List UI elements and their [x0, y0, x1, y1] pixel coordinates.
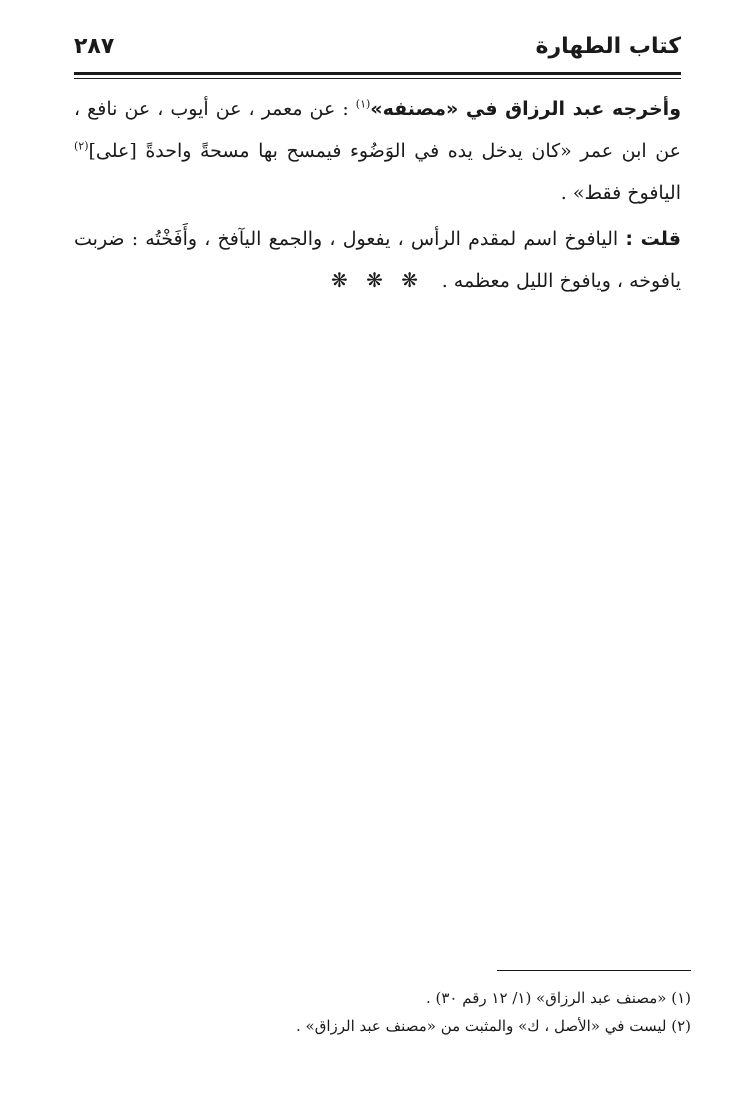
- paragraph-2-text: اليافوخ اسم لمقدم الرأس ، يفعول ، والجمع اليآفخ ، وأَفَخْتُه : ضربت يافوخه ، ويافوخ الليل معظمه .: [74, 228, 681, 292]
- footnote-rule: [497, 970, 691, 971]
- section-separator: ❋ ❋ ❋: [331, 268, 424, 292]
- paragraph-1-text-b: اليافوخ فقط» .: [560, 182, 681, 204]
- paragraph-1-text-a: : عن معمر ، عن أيوب ، عن نافع ، عن ابن عمر «كان يدخل يده في الوَضُوء فيمسح بها مسحةً واحدةً [على]: [74, 98, 681, 162]
- chapter-title: كتاب الطهارة: [535, 34, 681, 59]
- footnote-2: (٢) ليست في «الأصل ، ك» والمثبت من «مصنف عبد الرزاق» .: [295, 1017, 691, 1035]
- footnote-1: (١) «مصنف عبد الرزاق» (١/ ١٢ رقم ٣٠) .: [425, 989, 691, 1007]
- page-number: ٢٨٧: [74, 34, 115, 59]
- header-rule-thin: [74, 78, 681, 79]
- footnote-ref-1: (١): [355, 97, 371, 111]
- footnote-ref-2: (٢): [74, 139, 89, 153]
- paragraph-2-lead: قلت :: [625, 228, 681, 250]
- header-rule-thick: [74, 72, 681, 75]
- page-header: [74, 30, 681, 70]
- footnotes: [74, 984, 691, 1040]
- paragraph-1: [74, 88, 681, 214]
- paragraph-1-lead: وأخرجه عبد الرزاق في «مصنفه»: [370, 98, 681, 120]
